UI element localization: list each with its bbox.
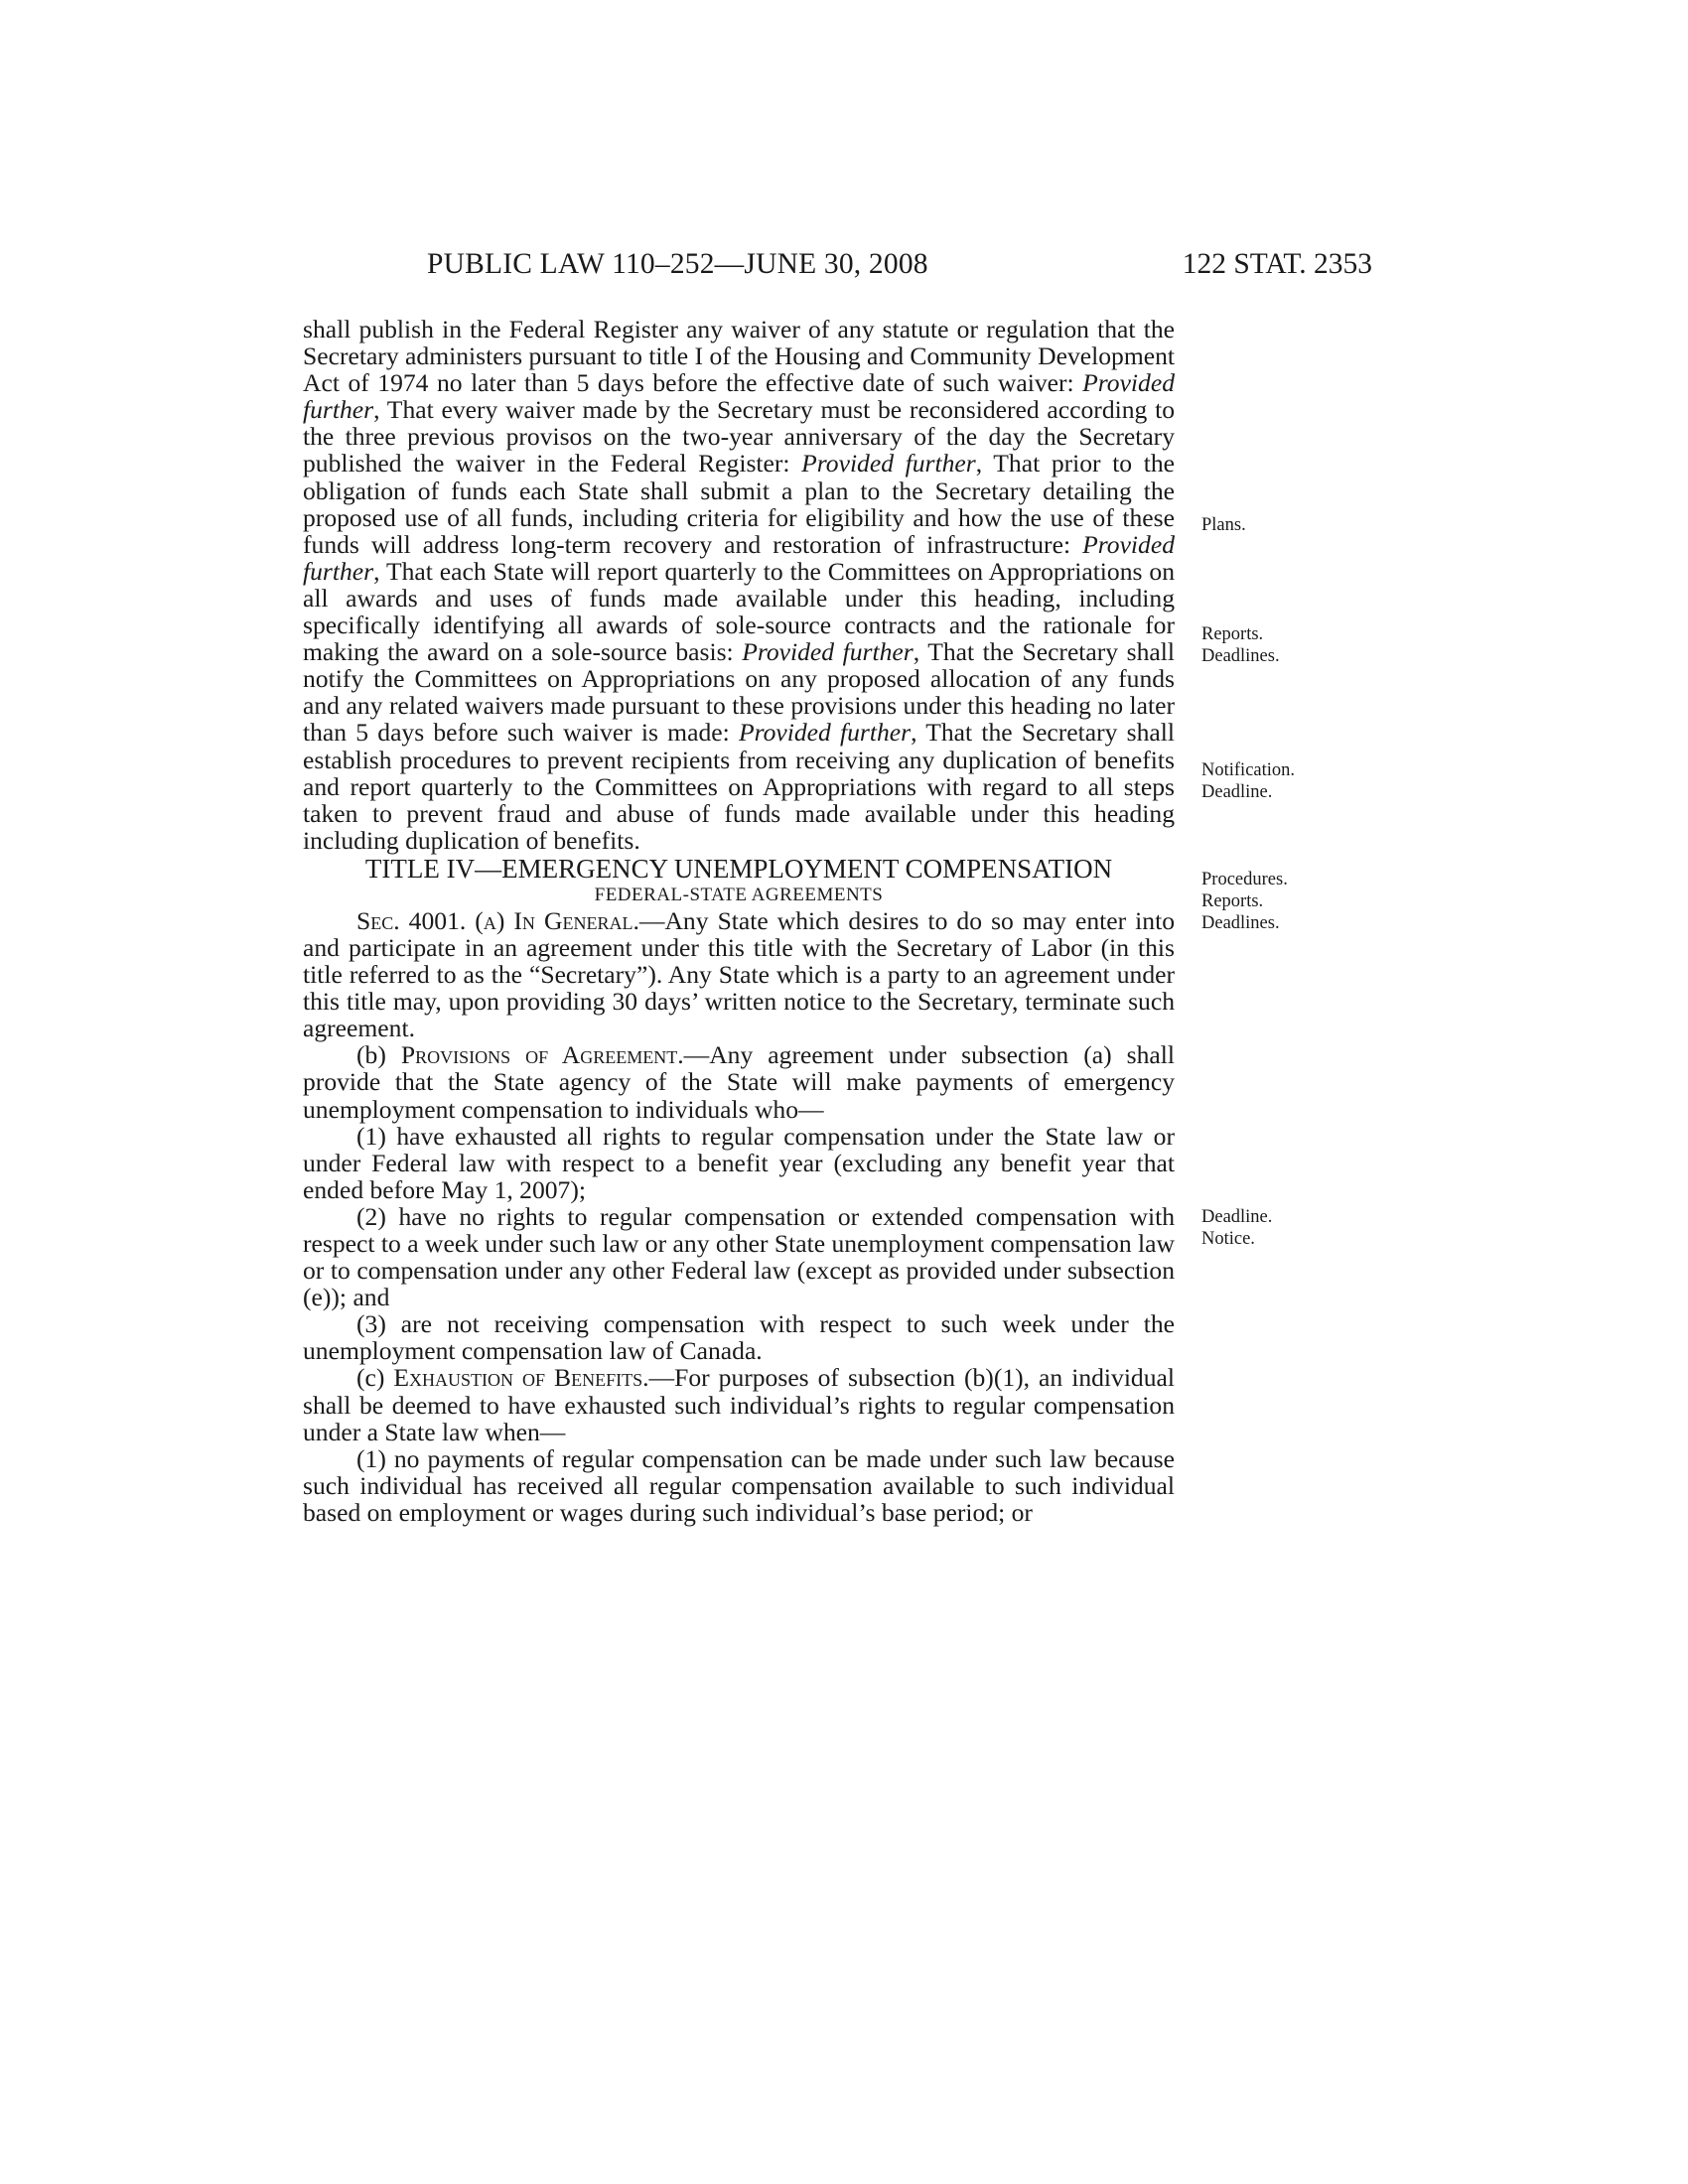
margin-note-notification-deadline: Notification. Deadline. [1201, 760, 1296, 802]
continuation-paragraph [303, 316, 1175, 854]
text-run: , That prior to the obligation of funds each State shall submit a plan to the Secretary detailing the proposed use of all funds, including criteria for eligibility and how the use of these funds will address long-term recovery and restoration of infrastructure: [303, 449, 1176, 559]
margin-note-procedures-reports-deadlines: Procedures. Reports. Deadlines. [1201, 870, 1288, 933]
paragraph-b2: (2) have no rights to regular compensation or extended compensation with respect to a week under such law or any other State unemployment compensation law or to compensation under any other Federal law (except as provided under subsection (e)); and [303, 1201, 1175, 1312]
italic-run: Provided further [303, 368, 1175, 425]
text-run: , That the Secretary shall notify the Committees on Appropriations on any proposed allocation of any funds and any related waivers made pursuant to these provisions under this heading no later than 5 days before such waiver is made: [303, 637, 1175, 748]
text-run: , That every waiver made by the Secretary must be reconsidered according to the three previous provisos on the two-year anniversary of the day the Secretary published the waiver in the Federal Register: [303, 395, 1175, 478]
subsection-heading: Exhaustion of Benefits [393, 1363, 643, 1393]
subsection-c [303, 1364, 1175, 1444]
subsection-heading: Provisions of Agreement [400, 1040, 678, 1070]
italic-run: Provided further [303, 529, 1175, 586]
italic-run: Provided further [742, 637, 914, 667]
header-title: PUBLIC LAW 110–252—JUNE 30, 2008 [427, 248, 928, 280]
text-run: shall publish in the Federal Register any waiver of any statute or regulation that the Secretary administers pursuant to title I of the Housing and Community Development Act of 1974 no later than 5 days before the effective date of such waiver: [303, 315, 1175, 398]
statute-page-number: 122 STAT. 2353 [1182, 248, 1372, 280]
text-run: .—Any State which desires to do so may enter into and participate in an agreement under this title with the Secretary of Labor (in this title referred to as the “Secretary”). Any State which is a party to an agreement under this title may, upon providing 30 days’ written notice to the Secretary, terminate such agreement. [303, 905, 1175, 1043]
text-run: , That the Secretary shall establish procedures to prevent recipients from receiving any duplication of benefits and report quarterly to the Committees on Appropriations with regard to all steps taken to prevent fraud and abuse of funds made available under this heading including duplication of benefits. [303, 718, 1175, 855]
subsection-label: (c) [356, 1363, 394, 1393]
paragraph-b3: (3) are not receiving compensation with respect to such week under the unemployment compensation law of Canada. [303, 1309, 1175, 1366]
subsection-b [303, 1041, 1175, 1122]
text-run: .—Any agreement under subsection (a) shall provide that the State agency of the State will make payments of emergency unemployment compensation to individuals who— [303, 1040, 1175, 1124]
paragraph-b1: (1) have exhausted all rights to regular compensation under the State law or under Federal law with respect to a benefit year (excluding any benefit year that ended before May 1, 2007); [303, 1121, 1175, 1204]
section-number: Sec. 4001. (a) [356, 905, 514, 935]
margin-note-deadline-notice: Deadline. Notice. [1201, 1207, 1273, 1249]
text-run: , That each State will report quarterly to the Committees on Appropriations on all awards and uses of funds made available under this heading, including specifically identifying all awards of sole-source contracts and the rationale for making the award on a sole-source basis: [303, 556, 1175, 667]
italic-run: Provided further [738, 718, 912, 748]
margin-note-plans: Plans. [1201, 515, 1246, 535]
title-heading: TITLE IV—EMERGENCY UNEMPLOYMENT COMPENSATION [364, 853, 1113, 884]
margin-note-reports-deadlines: Reports. Deadlines. [1201, 624, 1280, 666]
page-header [427, 248, 1372, 288]
subsection-a [303, 907, 1175, 1041]
subsection-heading: In General [513, 905, 633, 935]
italic-run: Provided further [801, 449, 976, 478]
page-body [303, 316, 1175, 1526]
subsection-label: (b) [356, 1040, 401, 1070]
text-run: .—For purposes of subsection (b)(1), an individual shall be deemed to have exhausted such individual’s rights to regular compensation under a State law when— [303, 1363, 1175, 1446]
section-heading: FEDERAL-STATE AGREEMENTS [594, 884, 884, 905]
paragraph-c1: (1) no payments of regular compensation can be made under such law because such individual has received all regular compensation available to such individual based on employment or wages during such individual’s base period; or [303, 1443, 1175, 1527]
